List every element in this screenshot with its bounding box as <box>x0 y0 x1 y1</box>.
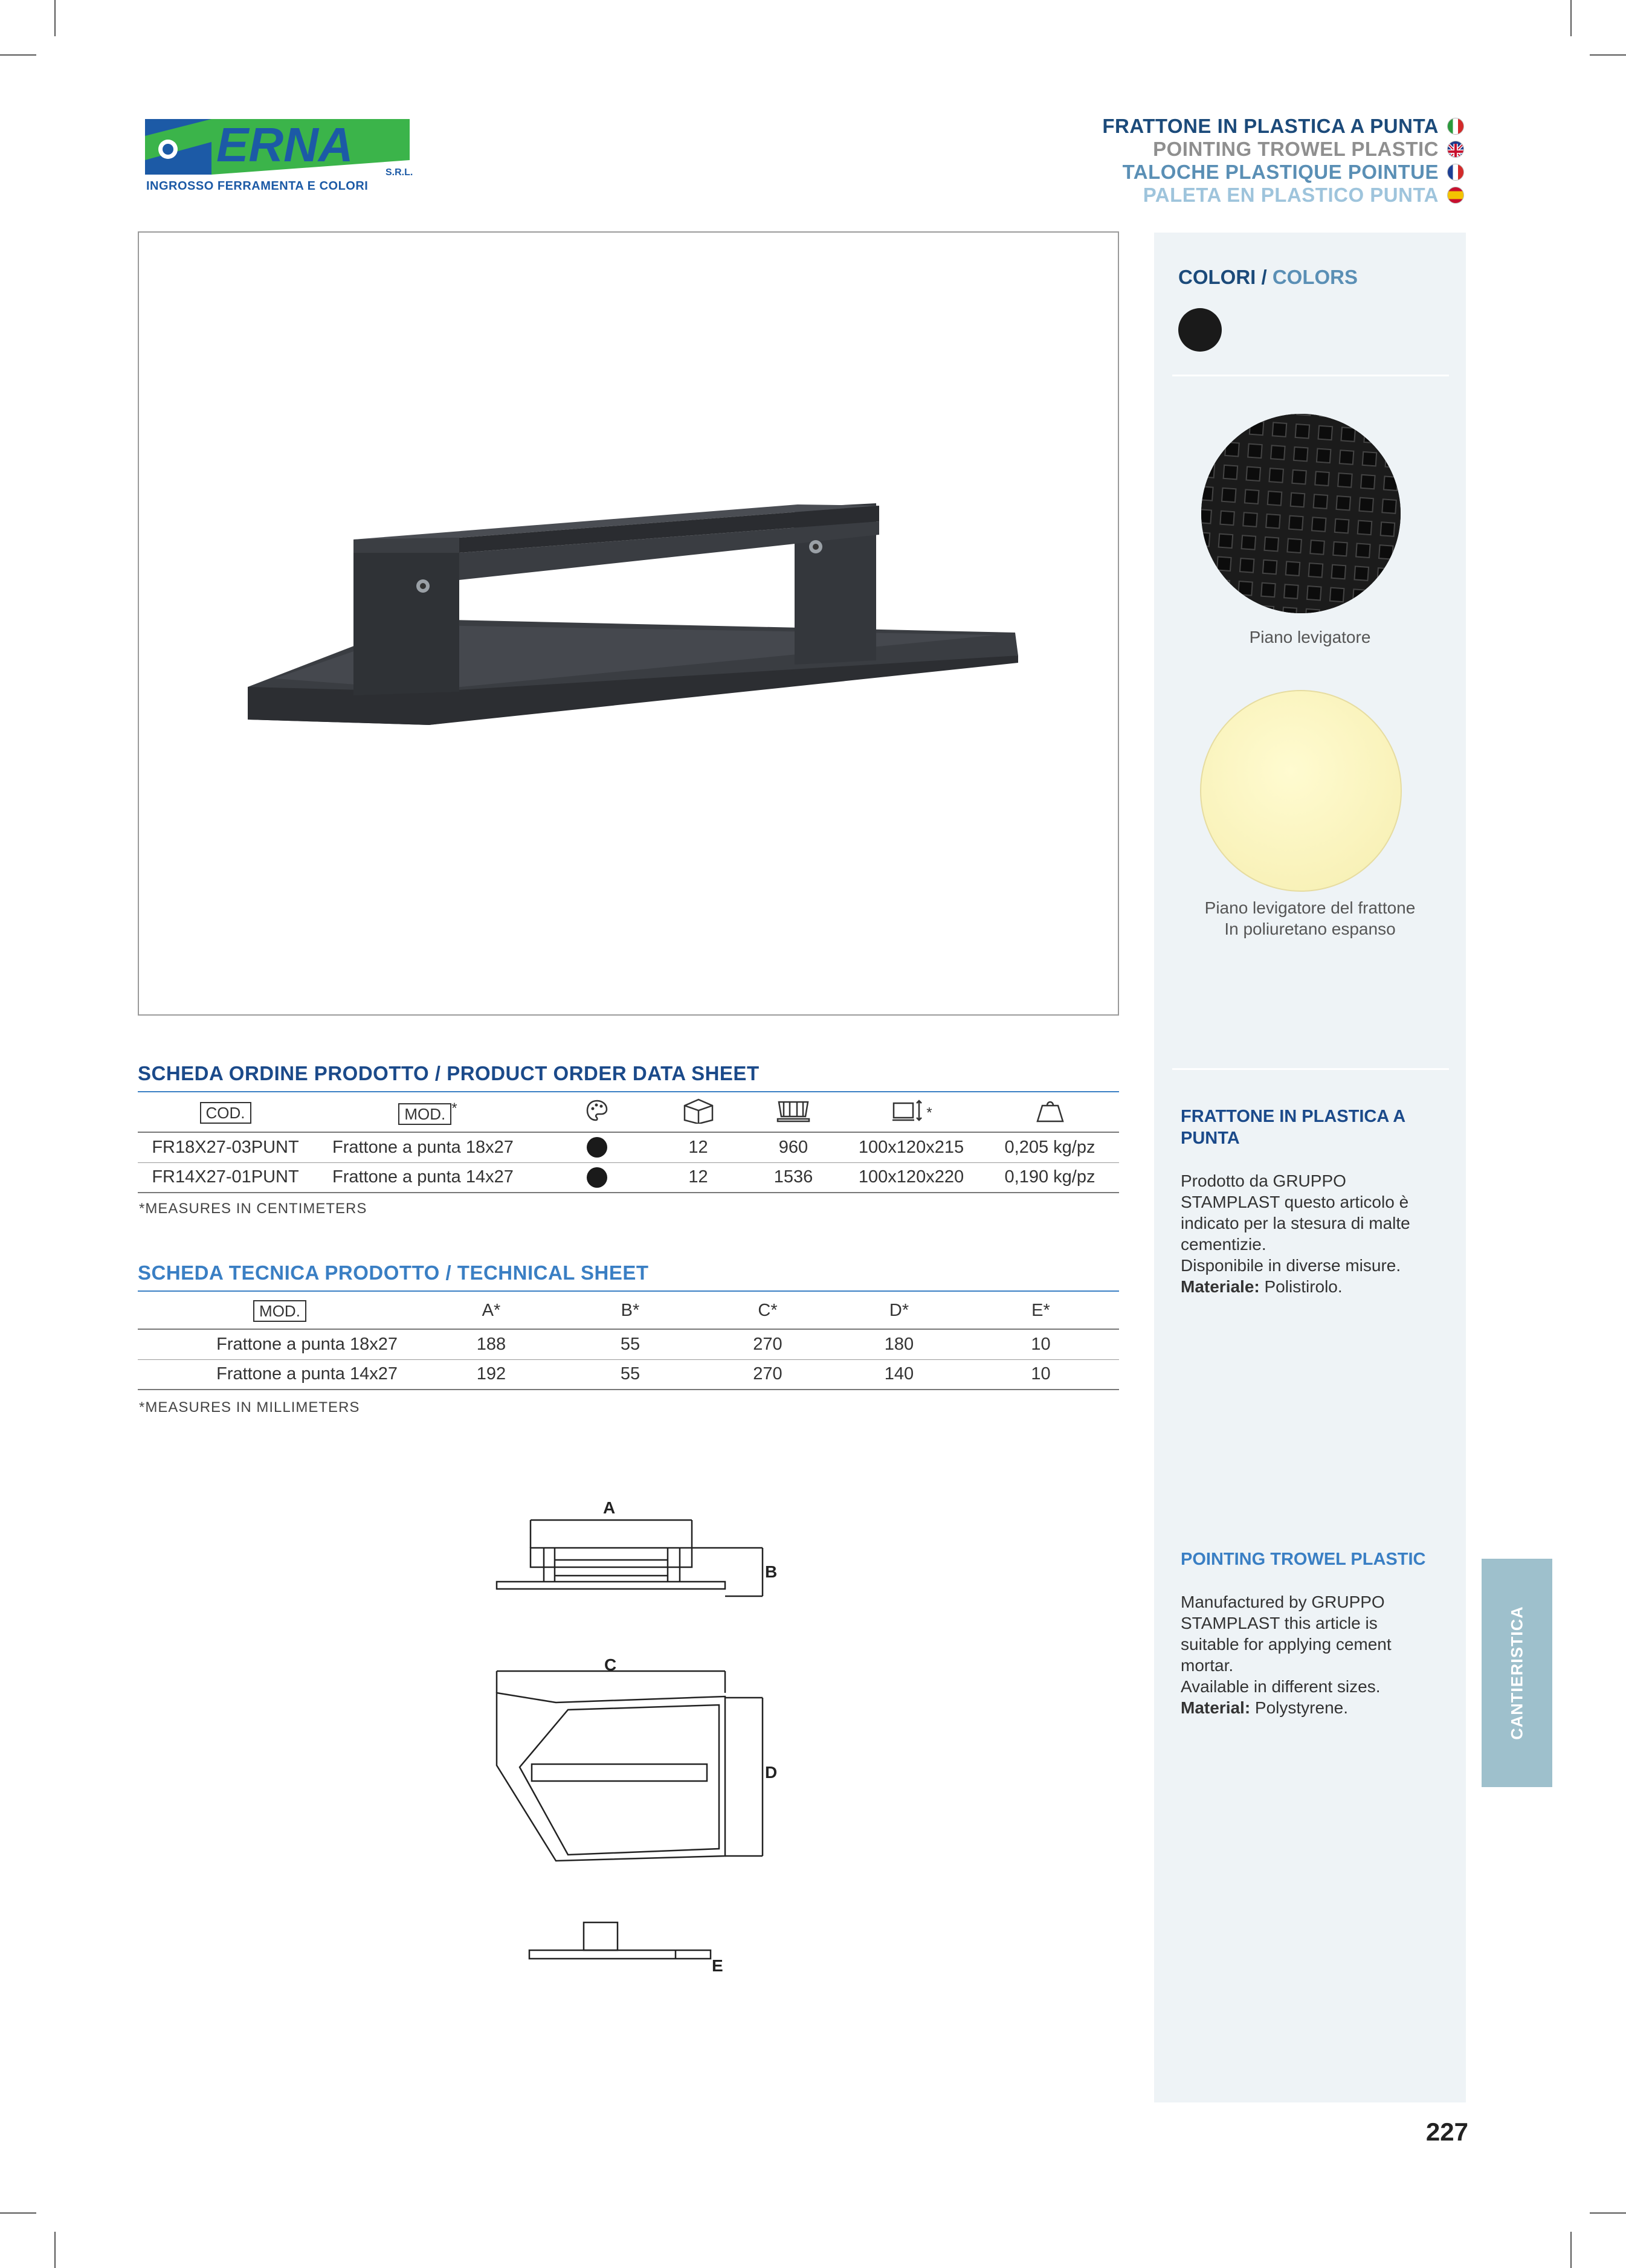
tech-row <box>138 1359 1119 1390</box>
description-it-body <box>1181 1170 1447 1297</box>
mod-label: MOD. <box>253 1300 306 1322</box>
order-sheet-rule <box>138 1091 1119 1092</box>
order-cod-cell: FR18X27-03PUNT <box>152 1137 299 1157</box>
material-value: Polystyrene. <box>1250 1698 1349 1717</box>
order-header-mod <box>313 1094 543 1132</box>
dim-label-c: C <box>604 1655 617 1674</box>
order-sheet-title: SCHEDA ORDINE PRODOTTO / PRODUCT ORDER DATA SHEET <box>138 1062 760 1084</box>
order-header-box <box>651 1094 745 1132</box>
product-image-frame <box>138 231 1119 1016</box>
texture-caption-1: Piano levigatore <box>1249 628 1371 646</box>
order-pallet-cell: 1536 <box>773 1167 813 1187</box>
description-en-body <box>1181 1591 1447 1718</box>
tech-header-row <box>138 1293 1119 1329</box>
title-it <box>1102 115 1464 138</box>
logo-srl: S.R.L. <box>386 167 413 178</box>
tech-header-b: B* <box>621 1301 640 1320</box>
sidebar-panel <box>1154 233 1466 2102</box>
order-weight-cell: 0,190 kg/pz <box>1004 1167 1095 1187</box>
order-header-row <box>138 1094 1119 1132</box>
spain-flag-icon <box>1447 187 1464 204</box>
category-side-tab <box>1482 1559 1552 1787</box>
pallet-dimensions-icon <box>890 1097 926 1124</box>
mod-asterisk: * <box>451 1100 457 1117</box>
category-side-tab-label: CANTIERISTICA <box>1508 1606 1526 1740</box>
order-color-cell <box>543 1132 651 1162</box>
order-dims-cell: 100x120x215 <box>858 1137 964 1157</box>
texture-caption-2-line2: In poliuretano espanso <box>1224 920 1396 938</box>
mod-label: MOD. <box>398 1103 451 1125</box>
crop-mark <box>0 2212 36 2214</box>
tech-d-cell: 140 <box>884 1364 914 1384</box>
color-swatch-black <box>1178 308 1222 352</box>
tech-row <box>138 1329 1119 1359</box>
description-en-material <box>1181 1697 1447 1718</box>
tech-d-cell: 180 <box>884 1334 914 1354</box>
title-fr <box>1102 161 1464 184</box>
tech-sheet-note: *MEASURES IN MILLIMETERS <box>139 1399 360 1416</box>
order-mod-cell: Frattone a punta 18x27 <box>332 1137 514 1157</box>
order-mod-cell: Frattone a punta 14x27 <box>332 1167 514 1187</box>
order-sheet-table <box>138 1094 1119 1193</box>
colors-label-en: COLORS <box>1272 266 1358 288</box>
order-row <box>138 1132 1119 1162</box>
description-en-line: STAMPLAST this article is <box>1181 1614 1378 1632</box>
title-fr-text: TALOCHE PLASTIQUE POINTUE <box>1122 161 1439 183</box>
box-icon <box>682 1097 715 1124</box>
tech-b-cell: 55 <box>620 1334 640 1354</box>
texture-caption-2-line1: Piano levigatore del frattone <box>1204 898 1416 917</box>
palette-icon <box>585 1098 609 1123</box>
tech-mod-cell: Frattone a punta 18x27 <box>216 1334 398 1354</box>
order-cod-cell: FR14X27-01PUNT <box>152 1167 299 1187</box>
texture-disk-black <box>1201 414 1401 613</box>
texture-disk-yellow <box>1200 690 1402 892</box>
tech-header-c: C* <box>758 1301 778 1320</box>
france-flag-icon <box>1447 164 1464 181</box>
order-header-weight <box>981 1094 1119 1132</box>
tech-mod-cell: Frattone a punta 14x27 <box>216 1364 398 1384</box>
product-titles <box>1102 115 1464 207</box>
cod-label: COD. <box>200 1102 251 1124</box>
description-en-line: suitable for applying cement <box>1181 1635 1392 1654</box>
tech-c-cell: 270 <box>753 1364 782 1384</box>
dim-label-e: E <box>712 1956 723 1975</box>
dims-asterisk: * <box>926 1104 932 1121</box>
tech-b-cell: 55 <box>620 1364 640 1384</box>
tech-e-cell: 10 <box>1031 1334 1051 1354</box>
color-dot-black <box>587 1137 607 1158</box>
description-it-line: STAMPLAST questo articolo è <box>1181 1193 1409 1211</box>
description-en-line: Available in different sizes. <box>1181 1677 1381 1696</box>
crop-mark <box>0 54 36 56</box>
technical-drawing <box>483 1492 798 1982</box>
dim-label-a: A <box>603 1498 616 1517</box>
uk-flag-icon <box>1447 141 1464 158</box>
crop-mark <box>1570 0 1572 36</box>
description-it-line: Disponibile in diverse misure. <box>1181 1256 1401 1275</box>
weight-icon <box>1035 1097 1065 1124</box>
tech-header-e: E* <box>1031 1301 1050 1320</box>
tech-a-cell: 188 <box>476 1334 506 1354</box>
description-it-line: indicato per la stesura di malte <box>1181 1214 1410 1232</box>
divider <box>1172 1068 1449 1070</box>
order-row <box>138 1162 1119 1193</box>
svg-text:ERNA: ERNA <box>216 118 353 172</box>
colors-sep: / <box>1256 266 1273 288</box>
material-label: Materiale: <box>1181 1277 1260 1296</box>
title-it-text: FRATTONE IN PLASTICA A PUNTA <box>1102 115 1439 137</box>
tech-sheet-table <box>138 1293 1119 1390</box>
description-it-material <box>1181 1276 1447 1297</box>
tech-header-d: D* <box>889 1301 909 1320</box>
order-box-cell: 12 <box>688 1167 708 1187</box>
order-weight-cell: 0,205 kg/pz <box>1004 1137 1095 1157</box>
crop-mark <box>54 0 56 36</box>
title-en <box>1102 138 1464 161</box>
material-label: Material: <box>1181 1698 1251 1717</box>
trowel-photo-icon <box>139 233 1118 1014</box>
description-it <box>1181 1106 1447 1297</box>
order-box-cell: 12 <box>688 1137 708 1157</box>
crop-mark <box>54 2232 56 2268</box>
description-it-heading: FRATTONE IN PLASTICA A PUNTA <box>1181 1107 1405 1148</box>
trowel-drawing-icon <box>483 1492 798 1982</box>
title-en-text: POINTING TROWEL PLASTIC <box>1153 138 1439 160</box>
material-value: Polistirolo. <box>1259 1277 1343 1296</box>
texture-caption-2 <box>1154 897 1466 939</box>
title-es <box>1102 184 1464 207</box>
order-header-pallet <box>745 1094 842 1132</box>
tech-a-cell: 192 <box>476 1364 506 1384</box>
dim-label-d: D <box>765 1763 778 1782</box>
tech-header-mod <box>138 1293 422 1329</box>
company-logo <box>144 118 422 196</box>
description-en-line: mortar. <box>1181 1656 1234 1675</box>
title-es-text: PALETA EN PLASTICO PUNTA <box>1143 184 1439 206</box>
order-header-color <box>543 1094 651 1132</box>
order-color-cell <box>543 1162 651 1193</box>
dim-label-b: B <box>765 1562 778 1581</box>
description-it-line: cementizie. <box>1181 1235 1266 1254</box>
divider <box>1172 375 1449 376</box>
waffle-texture-icon <box>1201 414 1401 613</box>
description-en-line: Manufactured by GRUPPO <box>1181 1593 1385 1611</box>
order-dims-cell: 100x120x220 <box>858 1167 964 1187</box>
logo-tagline: INGROSSO FERRAMENTA E COLORI <box>146 179 369 193</box>
crop-mark <box>1590 2212 1626 2214</box>
crop-mark <box>1590 54 1626 56</box>
description-it-line: Prodotto da GRUPPO <box>1181 1171 1346 1190</box>
color-dot-black <box>587 1167 607 1188</box>
tech-e-cell: 10 <box>1031 1364 1051 1384</box>
page-number: 227 <box>1425 2118 1468 2146</box>
colors-title <box>1178 266 1358 289</box>
crop-mark <box>1570 2232 1572 2268</box>
tech-sheet-title: SCHEDA TECNICA PRODOTTO / TECHNICAL SHEET <box>138 1261 649 1284</box>
logo-mark-icon <box>144 118 422 178</box>
tech-sheet-rule <box>138 1290 1119 1292</box>
pallet-icon <box>775 1098 811 1123</box>
order-header-dims <box>842 1094 981 1132</box>
colors-label-it: COLORI <box>1178 266 1256 288</box>
description-en-heading: POINTING TROWEL PLASTIC <box>1181 1550 1426 1569</box>
order-sheet-note: *MEASURES IN CENTIMETERS <box>139 1200 367 1217</box>
tech-header-a: A* <box>482 1301 501 1320</box>
description-en <box>1181 1548 1447 1718</box>
italy-flag-icon <box>1447 118 1464 135</box>
order-header-cod <box>138 1094 313 1132</box>
tech-c-cell: 270 <box>753 1334 782 1354</box>
order-pallet-cell: 960 <box>778 1137 808 1157</box>
